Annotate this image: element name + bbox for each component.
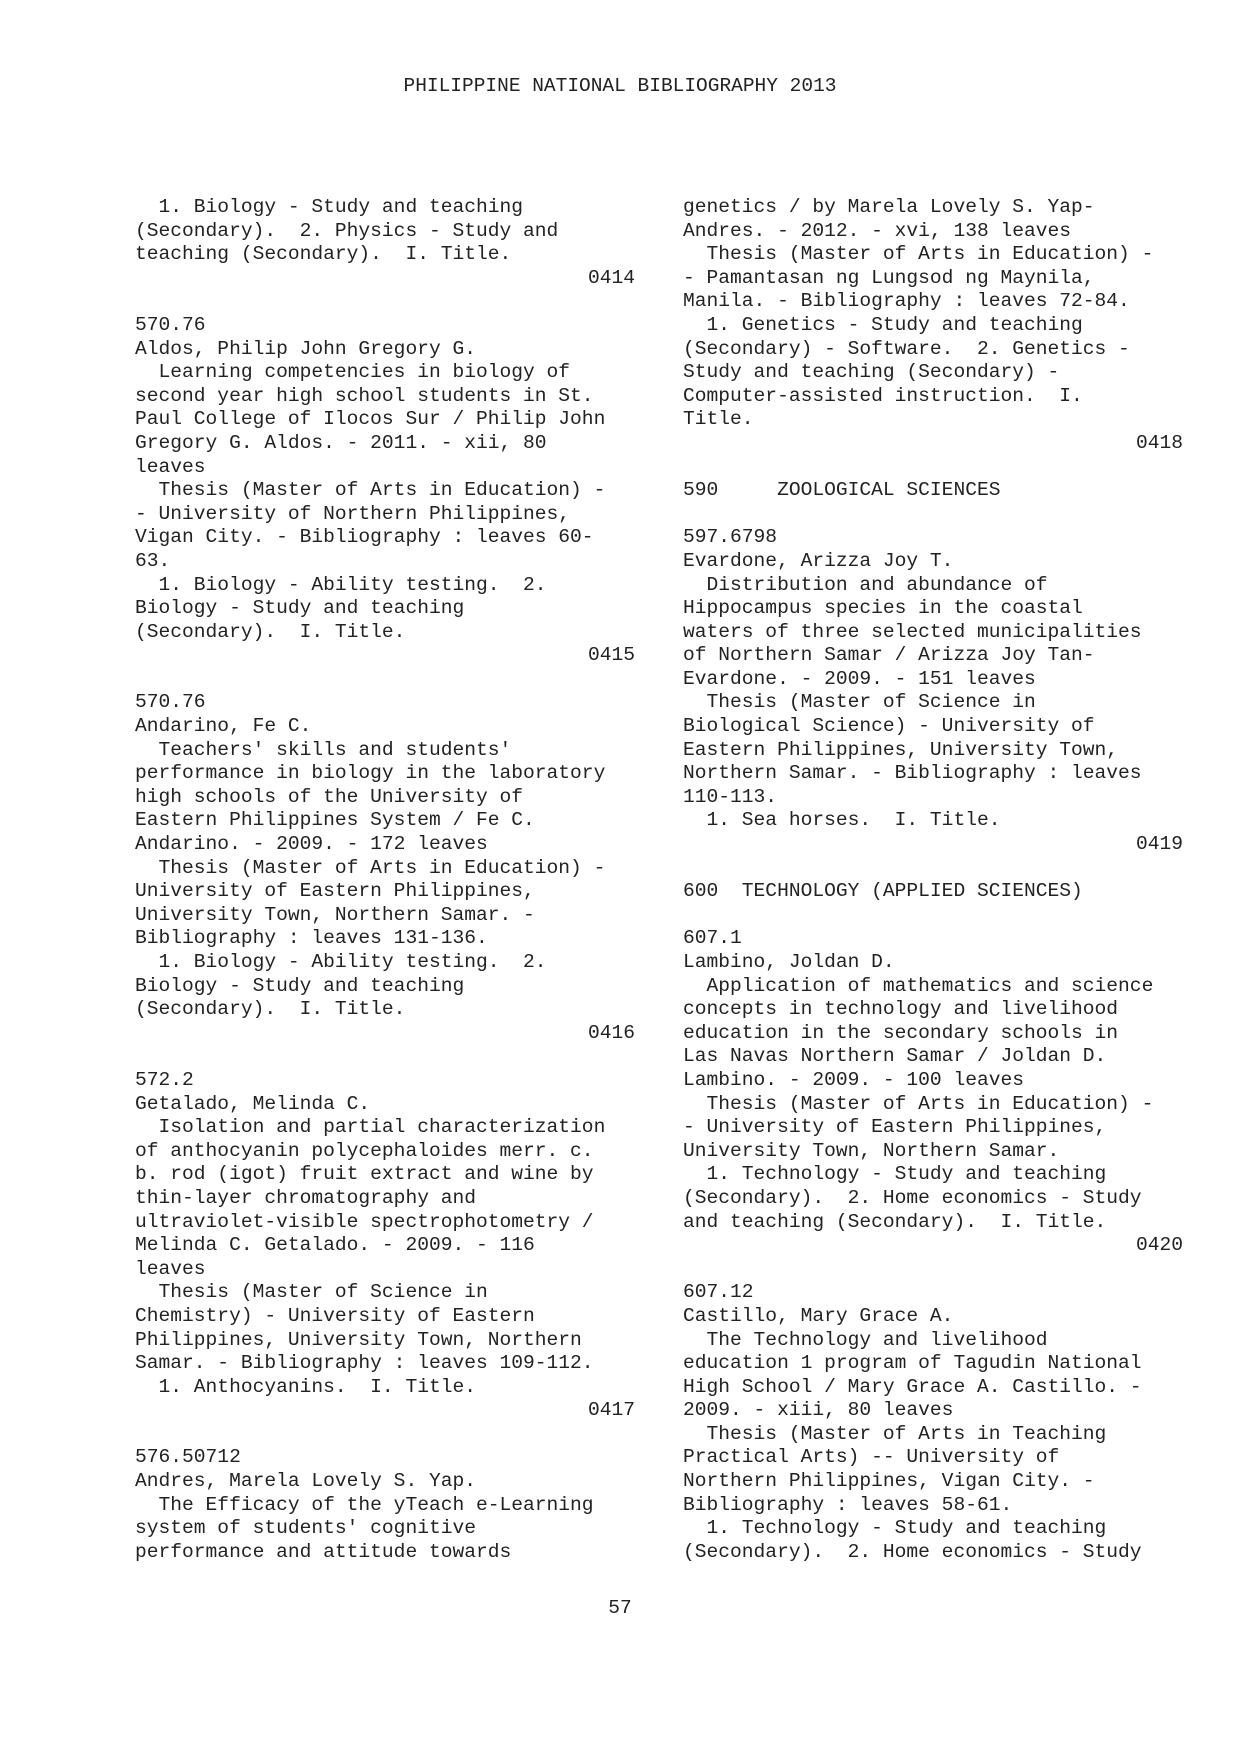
text-line: 607.12 [683,1281,754,1304]
text-line: Thesis (Master of Arts in Teaching [683,1422,1107,1445]
text-line: Biological Science) - University of [683,715,1095,738]
text-line: Computer-assisted instruction. I. [683,384,1083,407]
entry-number: 0418 [1135,431,1183,454]
text-line: 590 ZOOLOGICAL SCIENCES [683,479,1001,502]
text-line: waters of three selected municipalities [683,620,1142,643]
text-line: system of students' cognitive [135,1517,476,1540]
text-line: Practical Arts) -- University of [683,1446,1060,1469]
text-line: Philippines, University Town, Northern [135,1328,582,1351]
right-column [683,196,1183,1564]
text-line: (Secondary). 2. Physics - Study and [135,219,559,242]
text-line: 1. Biology - Ability testing. 2. [135,573,547,596]
text-line: and teaching (Secondary). I. Title. [683,1210,1107,1233]
text-line: University of Eastern Philippines, [135,880,535,903]
blank-line [135,1045,635,1069]
text-line: (Secondary). 2. Home economics - Study [683,1540,1142,1563]
blank-line [683,503,1183,527]
text-line: Thesis (Master of Science in [135,1281,488,1304]
text-line: (Secondary). I. Title. [135,998,406,1021]
page-number: 57 [608,1597,632,1619]
text-line: 570.76 [135,313,206,336]
text-line: of anthocyanin polycephaloides merr. c. [135,1139,594,1162]
text-line: performance and attitude towards [135,1540,512,1563]
text-line: Andarino, Fe C. [135,715,312,738]
text-line: Bibliography : leaves 131-136. [135,927,488,950]
text-line: ultraviolet-visible spectrophotometry / [135,1210,594,1233]
text-line: Vigan City. - Bibliography : leaves 60- [135,526,594,549]
text-line: Study and teaching (Secondary) - [683,361,1060,384]
text-line: Thesis (Master of Science in [683,691,1036,714]
text-line: Eastern Philippines, University Town, [683,738,1119,761]
text-line: 1. Sea horses. I. Title. [683,809,1001,832]
blank-line [135,1423,635,1447]
text-line: Lambino, Joldan D. [683,951,895,973]
text-line: leaves [135,1257,206,1280]
text-line: education in the secondary schools in [683,1021,1119,1044]
text-line: - University of Eastern Philippines, [683,1116,1107,1139]
text-line: teaching (Secondary). I. Title. [135,243,512,266]
text-line: 607.1 [683,927,742,950]
text-line: Gregory G. Aldos. - 2011. - xii, 80 [135,431,547,454]
text-line: Manila. - Bibliography : leaves 72-84. [683,290,1130,313]
text-line: Castillo, Mary Grace A. [683,1304,954,1327]
text-line: Hippocampus species in the coastal [683,597,1083,620]
text-line: 597.6798 [683,526,778,549]
text-line: 1. Biology - Ability testing. 2. [135,951,547,973]
text-line: second year high school students in St. [135,384,594,407]
blank-line [683,1258,1183,1282]
entry-number: 0414 [587,266,635,289]
text-line: High School / Mary Grace A. Castillo. - [683,1375,1142,1398]
text-line: 576.50712 [135,1446,241,1469]
text-line: Chemistry) - University of Eastern [135,1304,535,1327]
text-line: Bibliography : leaves 58-61. [683,1493,1013,1516]
text-line: Samar. - Bibliography : leaves 109-112. [135,1352,594,1375]
text-line: 110-113. [683,785,778,808]
text-line: b. rod (igot) fruit extract and wine by [135,1163,594,1186]
entry-number: 0417 [587,1399,635,1422]
text-line: Getalado, Melinda C. [135,1092,371,1115]
text-line: The Technology and livelihood [683,1328,1048,1351]
text-line: Northern Samar. - Bibliography : leaves [683,762,1142,785]
entry-number: 0416 [587,1021,635,1044]
text-line: of Northern Samar / Arizza Joy Tan- [683,644,1095,667]
text-line: Lambino. - 2009. - 100 leaves [683,1068,1024,1091]
text-line: Application of mathematics and science [683,974,1154,997]
text-line: Isolation and partial characterization [135,1116,606,1139]
left-column [135,196,635,1564]
text-line: Northern Philippines, Vigan City. - [683,1470,1095,1493]
text-line: Andres. - 2012. - xvi, 138 leaves [683,219,1072,242]
blank-line [683,904,1183,928]
blank-line [683,456,1183,480]
text-line: concepts in technology and livelihood [683,998,1119,1021]
text-line: Evardone. - 2009. - 151 leaves [683,667,1036,690]
text-line: 1. Anthocyanins. I. Title. [135,1375,476,1398]
text-line: - Pamantasan ng Lungsod ng Maynila, [683,266,1095,289]
text-line: Title. [683,408,754,431]
blank-line [683,857,1183,881]
text-line: Thesis (Master of Arts in Education) - [683,243,1154,266]
text-line: Aldos, Philip John Gregory G. [135,337,476,360]
text-line: thin-layer chromatography and [135,1186,476,1209]
text-line: performance in biology in the laboratory [135,762,606,785]
text-line: Teachers' skills and students' [135,738,512,761]
text-line: 570.76 [135,691,206,714]
text-line: Paul College of Ilocos Sur / Philip John [135,408,606,431]
text-line: Distribution and abundance of [683,573,1048,596]
text-line: Andres, Marela Lovely S. Yap. [135,1470,476,1493]
text-line: (Secondary) - Software. 2. Genetics - [683,337,1130,360]
text-line: 1. Genetics - Study and teaching [683,313,1083,336]
text-line: genetics / by Marela Lovely S. Yap- [683,196,1095,218]
text-line: 1. Technology - Study and teaching [683,1163,1107,1186]
text-line: Las Navas Northern Samar / Joldan D. [683,1045,1107,1068]
text-line: University Town, Northern Samar. - [135,903,535,926]
text-line: Learning competencies in biology of [135,361,571,384]
text-line: high schools of the University of [135,785,524,808]
text-line: University Town, Northern Samar. [683,1139,1060,1162]
text-line: 2009. - xiii, 80 leaves [683,1399,954,1422]
blank-line [135,668,635,692]
text-line: 572.2 [135,1068,194,1091]
text-line: 1. Biology - Study and teaching [135,196,524,218]
text-line: Andarino. - 2009. - 172 leaves [135,833,488,856]
text-line: Biology - Study and teaching [135,974,465,997]
text-line: 1. Technology - Study and teaching [683,1517,1107,1540]
text-line: 63. [135,549,171,572]
text-line: The Efficacy of the yTeach e-Learning [135,1493,594,1516]
entry-number: 0415 [587,644,635,667]
text-line: Eastern Philippines System / Fe C. [135,809,535,832]
entry-number: 0419 [1135,833,1183,856]
text-line: Thesis (Master of Arts in Education) - [135,856,606,879]
text-line: - University of Northern Philippines, [135,502,571,525]
entry-number: 0420 [1135,1234,1183,1257]
text-line: Thesis (Master of Arts in Education) - [135,479,606,502]
text-line: 600 TECHNOLOGY (APPLIED SCIENCES) [683,880,1083,903]
text-line: (Secondary). I. Title. [135,620,406,643]
text-line: education 1 program of Tagudin National [683,1352,1142,1375]
text-line: Evardone, Arizza Joy T. [683,549,954,572]
text-line: leaves [135,455,206,478]
text-line: Thesis (Master of Arts in Education) - [683,1092,1154,1115]
running-title: PHILIPPINE NATIONAL BIBLIOGRAPHY 2013 [403,75,837,97]
text-line: Biology - Study and teaching [135,597,465,620]
blank-line [135,290,635,314]
text-line: Melinda C. Getalado. - 2009. - 116 [135,1234,535,1257]
text-line: (Secondary). 2. Home economics - Study [683,1186,1142,1209]
